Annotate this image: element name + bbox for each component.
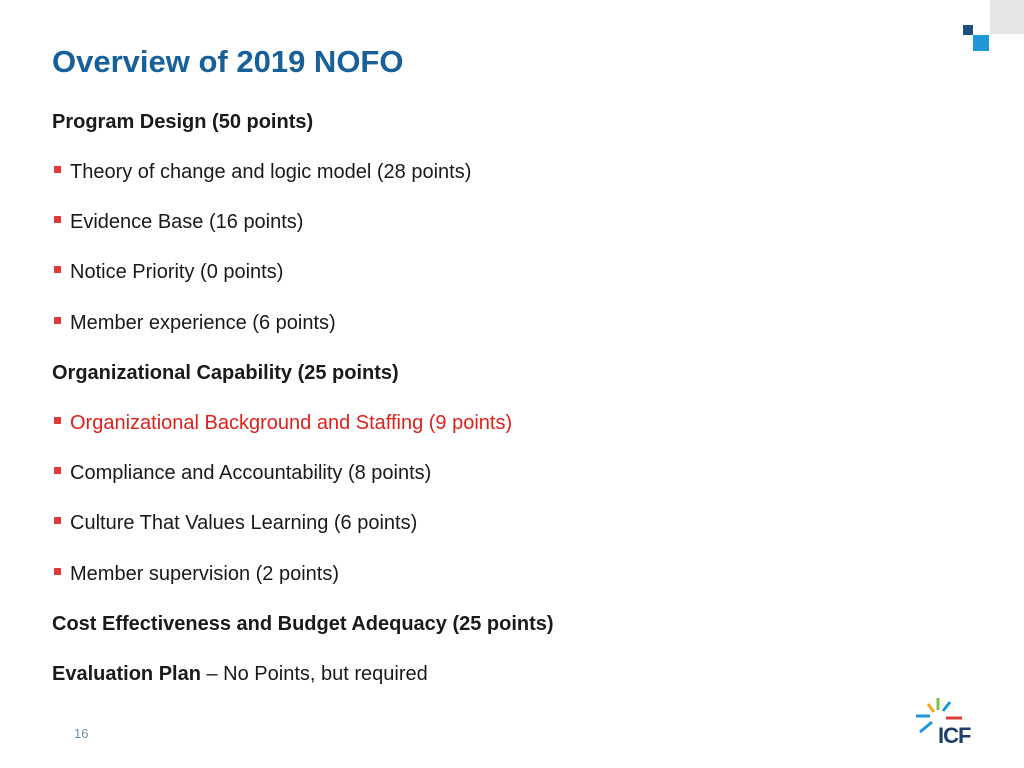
corner-gray-square (990, 0, 1024, 34)
bullet-item: Theory of change and logic model (28 points) (54, 157, 471, 187)
bullet-item: Evidence Base (16 points) (54, 207, 303, 237)
page-number: 16 (74, 726, 89, 741)
corner-navy-square (963, 25, 973, 35)
section-heading-program-design: Program Design (50 points) (52, 111, 314, 133)
icf-logo (908, 696, 980, 752)
bullet-item: Member supervision (2 points) (54, 559, 339, 589)
bullet-item-highlighted: Organizational Background and Staffing (9 points) (54, 408, 512, 438)
bullet-item: Culture That Values Learning (6 points) (54, 508, 417, 538)
evaluation-plan-label: Evaluation Plan (52, 663, 201, 685)
logo-text: ICF (938, 723, 971, 748)
bullet-square-icon (54, 568, 61, 575)
bullet-square-icon (54, 166, 61, 173)
section-heading-cost-effectiveness: Cost Effectiveness and Budget Adequacy (25 points) (52, 613, 554, 635)
bullet-square-icon (54, 417, 61, 424)
slide-title: Overview of 2019 NOFO (52, 44, 404, 79)
bullet-square-icon (54, 266, 61, 273)
bullet-square-icon (54, 216, 61, 223)
bullet-square-icon (54, 517, 61, 524)
corner-blue-square (973, 35, 989, 51)
bullet-item: Member experience (6 points) (54, 308, 336, 338)
evaluation-plan-line (52, 659, 428, 689)
bullet-square-icon (54, 467, 61, 474)
evaluation-plan-note: – No Points, but required (200, 663, 428, 685)
bullet-square-icon (54, 317, 61, 324)
section-heading-organizational-capability: Organizational Capability (25 points) (52, 362, 399, 384)
bullet-item: Compliance and Accountability (8 points) (54, 458, 431, 488)
bullet-item: Notice Priority (0 points) (54, 257, 283, 287)
